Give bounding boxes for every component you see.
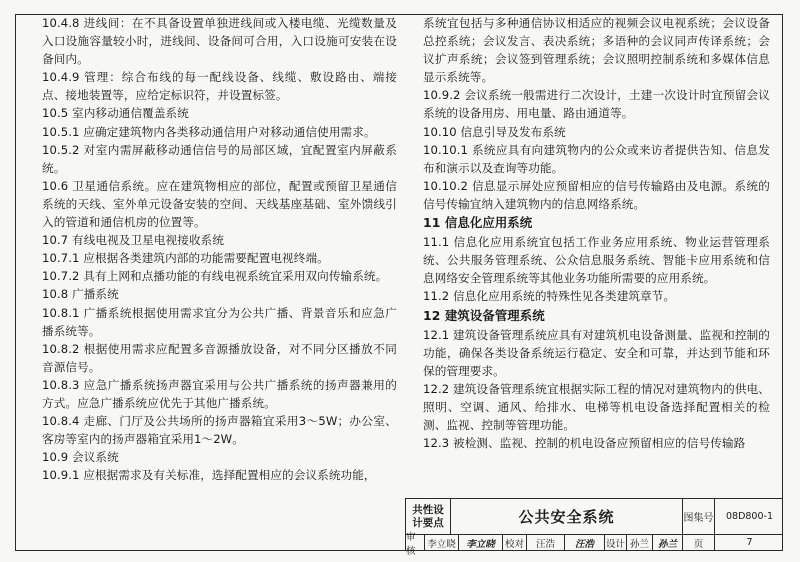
left-text-column [42, 14, 397, 484]
title-block-signature-row [406, 531, 783, 557]
paragraph: 10.7 有线电视及卫星电视接收系统 [42, 233, 225, 248]
paragraph: 系统宜包括与多种通信协议相适应的视频会议电视系统；会议设备总控系统；会议发言、表决系统；多语种的会议同声传译系统；会议扩声系统；会议签到管理系统；会议照明控制系统和多媒体信息显示系统等。 [423, 16, 770, 85]
paragraph: 10.9.1 应根据需求及有关标准，选择配置相应的会议系统功能， [42, 468, 376, 483]
paragraph: 12.1 建筑设备管理系统应具有对建筑机电设备测量、监视和控制的功能，确保各类设备系统运行稳定、安全和可靠，并达到节能和环保的管理要求。 [423, 327, 770, 378]
page-number: 7 [714, 534, 784, 551]
paragraph: 10.8.2 根据使用需求应配置多音源播放设备，对不同分区播放不同音源信号。 [42, 341, 397, 374]
reviewer-name: 李立晓 [424, 534, 458, 551]
paragraph: 12.2 建筑设备管理系统宜根据实际工程的情况对建筑物内的供电、照明、空调、通风、给排水、电梯等机电设备选择配置相关的检测、监视、控制等管理功能。 [423, 381, 770, 433]
design-label: 设计 [604, 534, 626, 551]
paragraph: 10.10 信息引导及发布系统 [423, 124, 566, 139]
paragraph: 10.8.3 应急广播系统扬声器宜采用与公共广播系统的扬声器兼用的方式。应急广播系统应优先于其他广播系统。 [42, 377, 397, 410]
paragraph: 10.10.1 系统应具有向建筑物内的公众或来访者提供告知、信息发布和演示以及查询等功能。 [423, 142, 770, 175]
check-label: 校对 [502, 534, 526, 551]
checker-name: 汪浩 [526, 534, 564, 551]
paragraph: 11.1 信息化应用系统宜包括工作业务应用系统、物业运营管理系统、公共服务管理系统、公众信息服务系统、智能卡应用系统和信息网络安全管理系统等其他业务功能所需要的应用系统。 [423, 235, 770, 286]
paragraph: 10.4.8 进线间：在不具备设置单独进线间或入楼电缆、光缆数量及入口设施容量较小时，进线间、设备间可合用，入口设施可安装在设备间内。 [42, 16, 397, 67]
key-label-line-2: 计要点 [412, 516, 444, 529]
title-block-top-row [406, 499, 783, 535]
reviewer-signature: 李立晓 [458, 534, 502, 551]
paragraph: 10.6 卫星通信系统。应在建筑物相应的部位，配置或预留卫星通信系统的天线、室外单元设备安装的空间、天线基座基础、室外馈线引入的管道和通信机房的位置等。 [42, 178, 397, 230]
document-title: 公共安全系统 [450, 499, 682, 534]
designer-name: 孙兰 [626, 534, 652, 551]
paragraph: 10.4.9 管理：综合布线的每一配线设备、线缆、敷设路由、端接点、接地装置等，应给定标识符，并设置标签。 [42, 70, 397, 103]
atlas-number-label: 图集号 [682, 499, 714, 534]
designer-signature: 孙兰 [652, 534, 682, 551]
paragraph: 12 建筑设备管理系统 [423, 307, 545, 323]
paragraph: 11.2 信息化应用系统的特殊性见各类建筑章节。 [423, 289, 676, 304]
paragraph: 10.5.1 应确定建筑物内各类移动通信用户对移动通信使用需求。 [42, 124, 376, 139]
paragraph: 10.5 室内移动通信覆盖系统 [42, 106, 189, 121]
paragraph: 10.9 会议系统 [42, 450, 119, 465]
paragraph: 10.5.2 对室内需屏蔽移动通信信号的局部区域，宜配置室内屏蔽系统。 [42, 142, 397, 175]
paragraph: 12.3 被检测、监视、控制的机电设备应预留相应的信号传输路 [423, 436, 746, 451]
review-label: 审核 [406, 531, 416, 557]
paragraph: 10.8.1 广播系统根据使用需求宜分为公共广播、背景音乐和应急广播系统等。 [42, 305, 397, 338]
paragraph: 10.10.2 信息显示屏处应预留相应的信号传输路由及电源。系统的信号传输宜纳入建筑物内的信息网络系统。 [423, 178, 770, 211]
paragraph: 10.7.2 具有上网和点播功能的有线电视系统宜采用双向传输系统。 [42, 269, 388, 284]
paragraph: 10.9.2 会议系统一般需进行二次设计，土建一次设计时宜预留会议系统的设备用房、用电量、路由通道等。 [423, 88, 770, 121]
checker-signature: 汪浩 [564, 534, 604, 551]
paragraph: 10.7.1 应根据各类建筑内部的功能需要配置电视终端。 [42, 251, 329, 266]
paragraph: 10.8 广播系统 [42, 287, 119, 302]
right-text-column [423, 14, 770, 452]
title-block [405, 498, 783, 557]
page-label: 页 [682, 534, 714, 551]
paragraph: 10.8.4 走廊、门厅及公共场所的扬声器箱宜采用3～5W；办公室、客房等室内的扬声器箱宜采用1～2W。 [42, 414, 397, 447]
paragraph: 11 信息化应用系统 [423, 215, 533, 231]
key-label-line-1: 共性设 [412, 503, 444, 516]
atlas-number: 08D800-1 [714, 499, 784, 534]
